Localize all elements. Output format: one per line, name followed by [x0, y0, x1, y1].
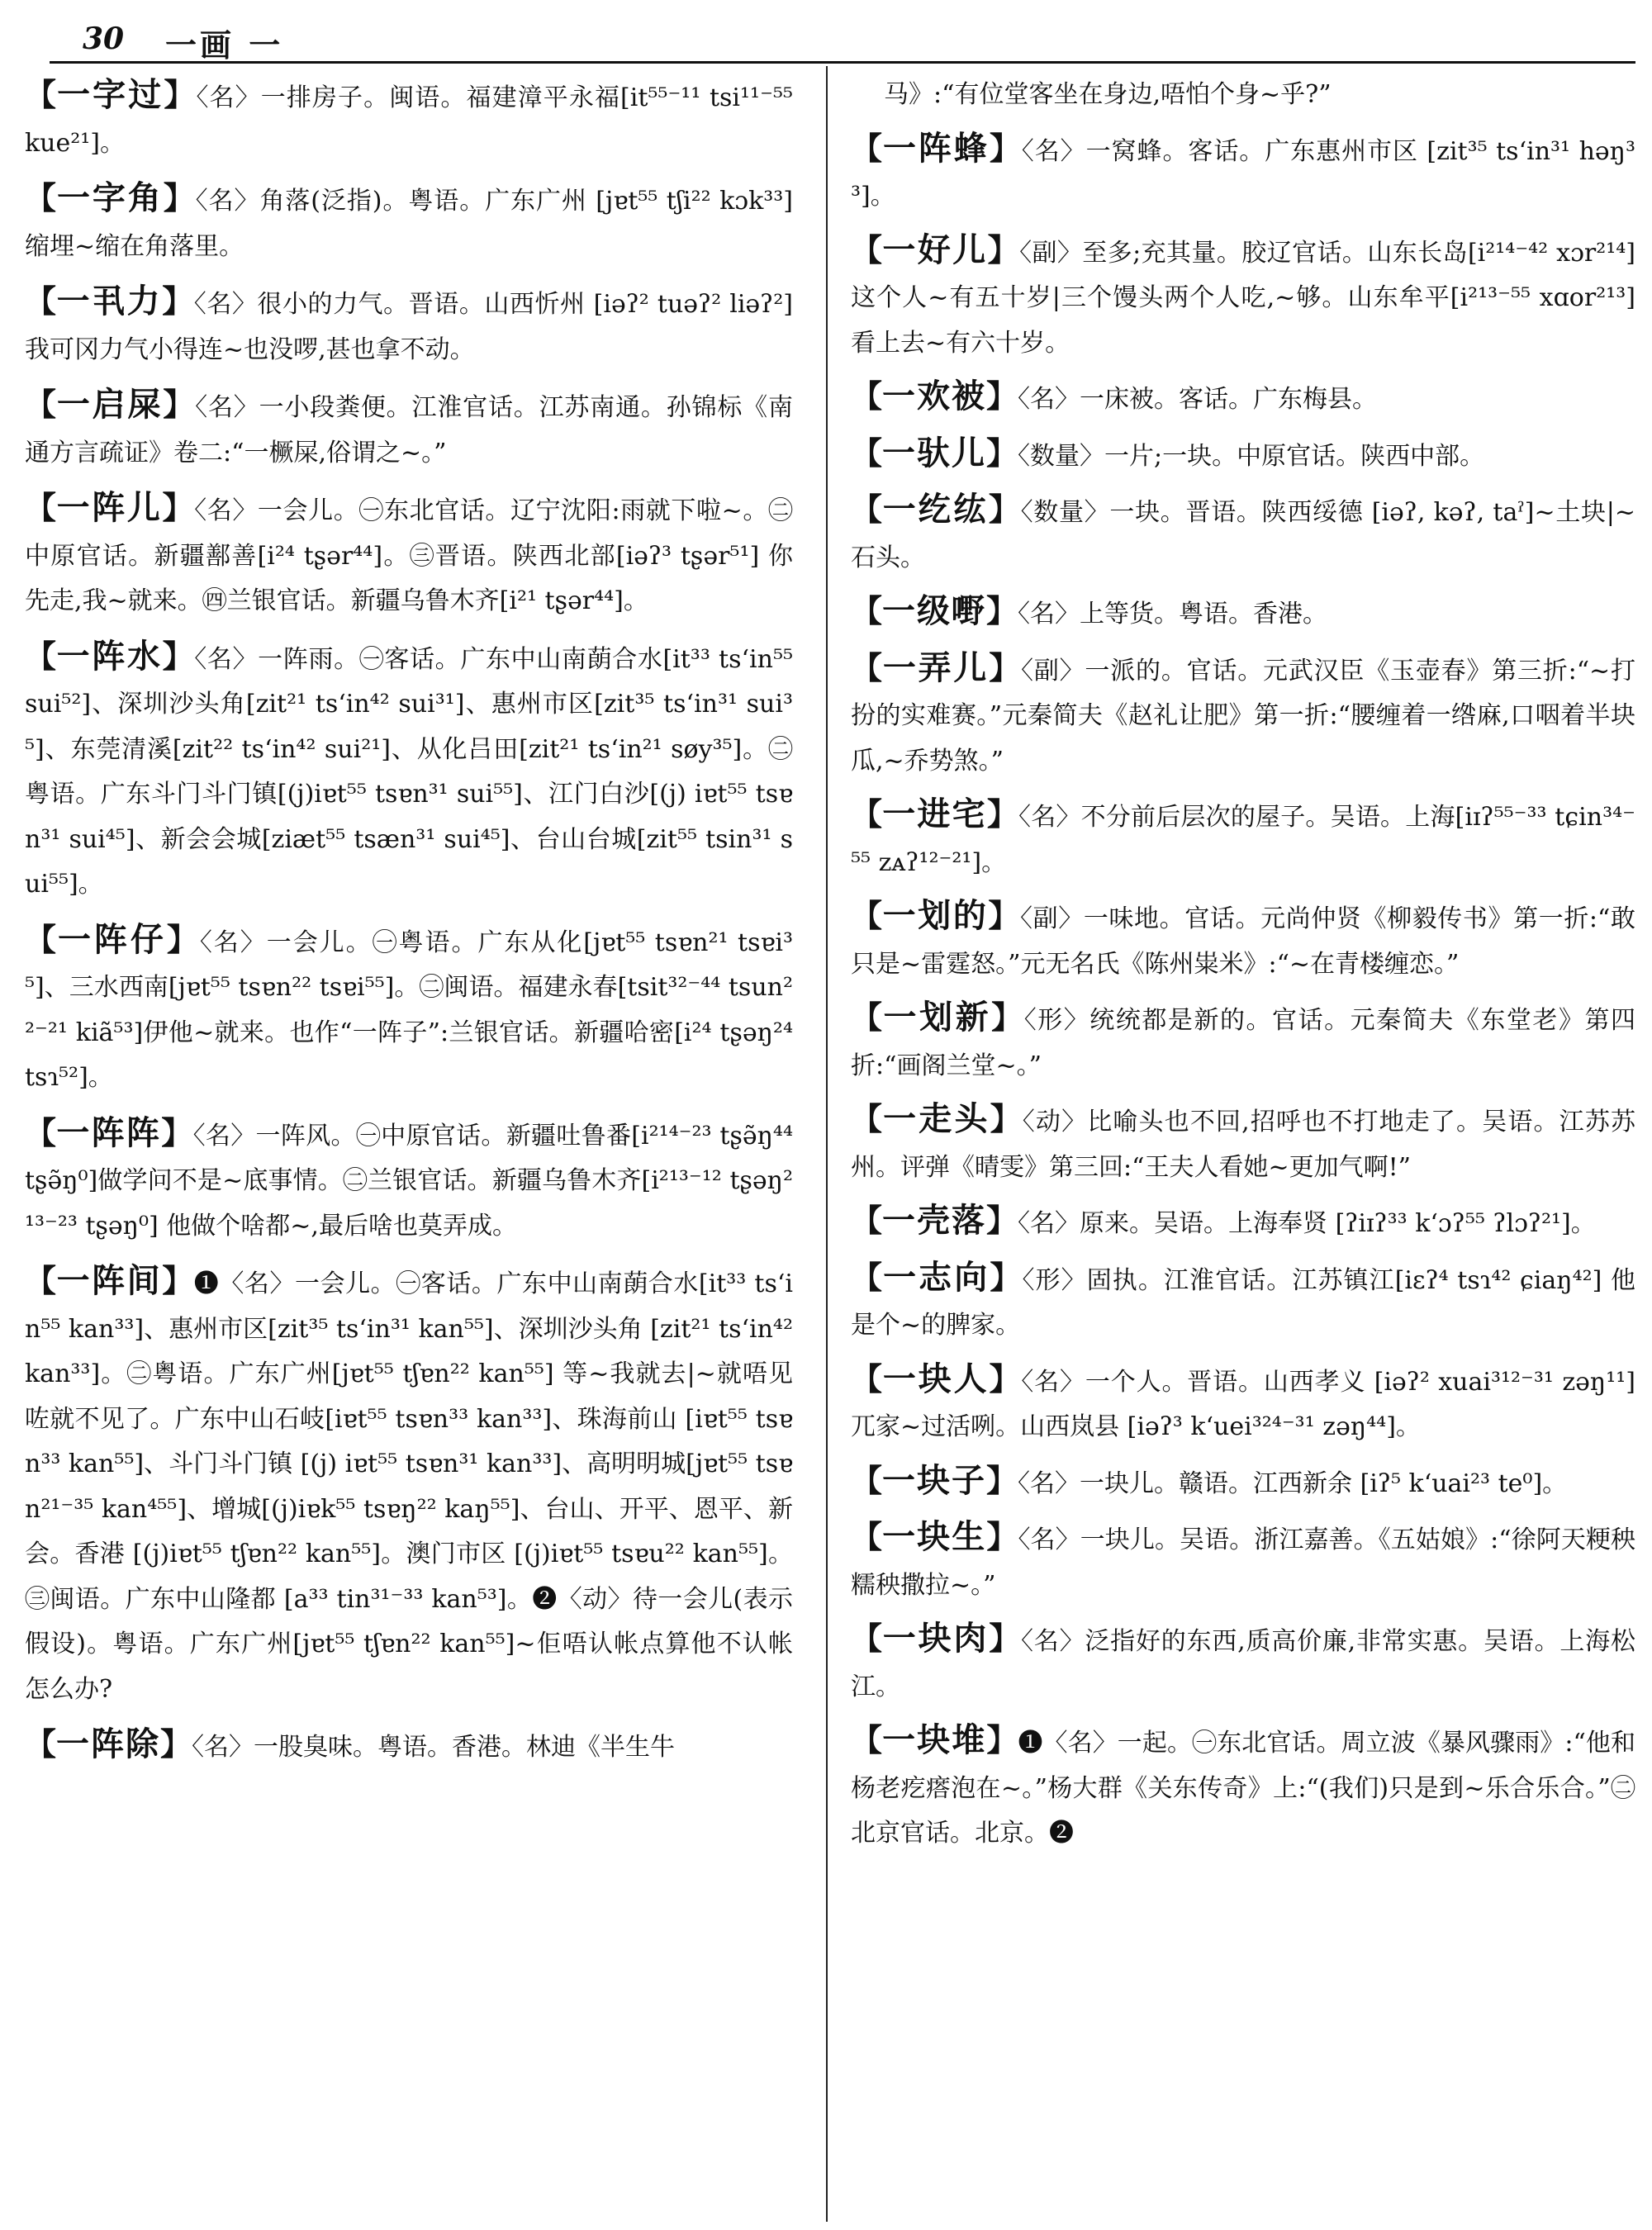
- open-bracket: 【: [851, 1258, 884, 1296]
- close-bracket: 】: [164, 76, 197, 113]
- open-bracket: 【: [25, 76, 58, 113]
- dictionary-entry: [851, 995, 1635, 1089]
- entry-definition: ❶〈名〉一起。㊀东北官话。周立波《暴风骤雨》:“他和杨老疙瘩泡在~。”杨大群《关东传奇》上:“(我们)只是到~乐合乐合。”㊁北京官话。北京。❷: [851, 1729, 1635, 1848]
- entry-headword: 一丮力: [56, 282, 163, 320]
- entry-definition: 〈名〉一块儿。吴语。浙江嘉善。《五姑娘》:“徐阿天粳秧糯秧撒拉~。”: [851, 1525, 1635, 1600]
- open-bracket: 【: [851, 129, 883, 167]
- entry-headword: 一启屎: [56, 385, 164, 424]
- page-number: 30: [83, 21, 125, 56]
- entry-definition: 〈名〉一股臭味。粤语。香港。林迪《半生牛: [192, 1733, 676, 1762]
- entry-definition: 〈名〉原来。吴语。上海奉贤 [ʔiɪʔ³³ kʻɔʔ⁵⁵ ʔlɔʔ²¹]。: [1018, 1209, 1596, 1238]
- dictionary-entry: [851, 1515, 1635, 1608]
- entry-definition: 〈名〉上等货。粤语。香港。: [1018, 600, 1328, 629]
- close-bracket: 】: [987, 230, 1020, 268]
- open-bracket: 【: [851, 1202, 883, 1239]
- open-bracket: 【: [851, 795, 883, 833]
- entry-headword: 一驮儿: [882, 433, 987, 472]
- open-bracket: 【: [851, 1461, 883, 1499]
- entry-headword: 一阵蜂: [882, 128, 990, 168]
- dictionary-entry: [851, 1357, 1635, 1450]
- dictionary-entry: [25, 279, 793, 372]
- close-bracket: 】: [986, 592, 1018, 629]
- entry-headword: 一阵除: [56, 1725, 161, 1763]
- close-bracket: 】: [161, 1113, 193, 1151]
- entry-headword: 一字角: [56, 178, 164, 217]
- entry-headword: 一块生: [882, 1517, 987, 1556]
- entry-headword: 一级嘢: [882, 591, 987, 630]
- close-bracket: 】: [988, 897, 1021, 934]
- entry-definition: ❶〈名〉一会儿。㊀客话。广东中山南蓢合水[it³³ tsʻin⁵⁵ kan³³]、惠州市区[zit³⁵ tsʻin³¹ kan⁵⁵]、深圳沙头角 [zit²¹ tsʻin⁴² kan³³]。㊁粤语。广东广州[jɐt⁵⁵ tʃɐn²² kan⁵⁵] 等~我就去|~就唔见咗就不见了。广东中山石岐[iɐt⁵⁵ tsɐn³³ kan³³]、珠海前山 [iɐt⁵⁵ tsɐn³³ kan⁵⁵]、斗门斗门镇 [(j) iɐt⁵⁵ tsɐn³¹ kan³³]、高明明城[jɐt⁵⁵ tsɐn²¹⁻³⁵ kan⁴⁵⁵]、增城[(j)iɐk⁵⁵ tsɐŋ²² kaŋ⁵⁵]、台山、开平、恩平、新会。香港 [(j)iɐt⁵⁵ tʃɐn²² kan⁵⁵]。澳门市区 [(j)iɐt⁵⁵ tsɐu²² kan⁵⁵]。㊂闽语。广东中山隆都 [a³³ tin³¹⁻³³ kan⁵³]。❷〈动〉待一会儿(表示假设)。粤语。广东广州[jɐt⁵⁵ tʃɐn²² kan⁵⁵]~佢唔认帐点算他不认帐怎么办?: [25, 1269, 793, 1704]
- close-bracket: 】: [989, 1620, 1021, 1657]
- left-column: [25, 73, 793, 1781]
- open-bracket: 【: [25, 920, 58, 958]
- open-bracket: 【: [851, 648, 883, 686]
- open-bracket: 【: [851, 1359, 883, 1397]
- column-divider: [826, 66, 828, 2222]
- entry-headword: 一好儿: [882, 230, 988, 269]
- entry-headword: 一阵儿: [56, 488, 163, 527]
- open-bracket: 【: [851, 491, 883, 528]
- dictionary-entry: [851, 431, 1635, 480]
- entry-headword: 一划新: [883, 998, 992, 1037]
- entry-headword: 一壳落: [882, 1201, 987, 1240]
- close-bracket: 】: [163, 386, 196, 423]
- entry-headword: 一进宅: [882, 795, 987, 833]
- entry-headword: 一块人: [882, 1359, 990, 1398]
- close-bracket: 】: [163, 179, 196, 216]
- dictionary-entry: [851, 589, 1635, 638]
- close-bracket: 】: [990, 1258, 1023, 1296]
- dictionary-entry: [25, 176, 793, 269]
- entry-headword: 一阵仔: [57, 919, 167, 959]
- entry-definition: 〈名〉一排房子。闽语。福建漳平永福[it⁵⁵⁻¹¹ tsi¹¹⁻⁵⁵ kue²¹]。: [25, 83, 793, 158]
- entry-definition: 〈动〉比喻头也不回,招呼也不打地走了。吴语。江苏苏州。评弹《晴雯》第三回:“王夫人看她~更加气啊!”: [851, 1108, 1635, 1182]
- dictionary-entry: [25, 382, 793, 476]
- open-bracket: 【: [851, 999, 884, 1036]
- dictionary-entry: [851, 374, 1635, 423]
- close-bracket: 】: [162, 282, 194, 320]
- open-bracket: 【: [25, 489, 57, 526]
- entry-headword: 一欢被: [882, 377, 987, 415]
- section-title: 一画 一: [165, 26, 284, 64]
- dictionary-entry: [25, 73, 793, 166]
- entry-definition: 〈名〉一小段粪便。江淮官话。江苏南通。孙锦标《南通方言疏证》卷二:“一橛屎,俗谓之~。”: [25, 393, 793, 467]
- close-bracket: 】: [989, 129, 1022, 167]
- entry-definition: 〈名〉一床被。客话。广东梅县。: [1018, 385, 1378, 414]
- entry-definition: 〈名〉一窝蜂。客话。广东惠州市区 [zit³⁵ tsʻin³¹ həŋ³³]。: [851, 136, 1635, 211]
- dictionary-entry: [851, 487, 1635, 581]
- entry-definition: 〈名〉角落(泛指)。粤语。广东广州 [jɐt⁵⁵ tʃi²² kɔk³³] 缩埋~缩在角落里。: [25, 187, 794, 261]
- close-bracket: 】: [160, 1725, 192, 1763]
- close-bracket: 】: [986, 377, 1018, 415]
- close-bracket: 】: [986, 1721, 1018, 1758]
- dictionary-entry: [25, 1722, 793, 1771]
- dictionary-entry: [851, 1459, 1635, 1507]
- close-bracket: 】: [162, 489, 195, 526]
- close-bracket: 】: [162, 637, 195, 675]
- entry-definition: 〈副〉一味地。官话。元尚仲贤《柳毅传书》第一折:“敢只是~雷霆怒。”元无名氏《陈州粜米》:“~在青楼缠恋。”: [851, 904, 1635, 979]
- open-bracket: 【: [851, 1100, 884, 1137]
- open-bracket: 【: [25, 637, 57, 675]
- dictionary-entry: [851, 646, 1635, 785]
- close-bracket: 】: [986, 1518, 1018, 1555]
- entry-definition: 〈形〉统统都是新的。官话。元秦简夫《东堂老》第四折:“画阁兰堂~。”: [851, 1006, 1635, 1080]
- dictionary-entry: [25, 486, 793, 624]
- close-bracket: 】: [989, 648, 1022, 686]
- close-bracket: 】: [986, 795, 1019, 833]
- close-bracket: 】: [162, 1262, 194, 1299]
- header-rule: [50, 61, 1635, 64]
- entry-headword: 一阵间: [56, 1261, 163, 1300]
- close-bracket: 】: [990, 1100, 1023, 1137]
- entry-definition: 〈名〉一个人。晋语。山西孝义 [iəʔ² xuai³¹²⁻³¹ zəŋ¹¹] 兀家~过活咧。山西岚县 [iəʔ³ kʻuei³²⁴⁻³¹ zəŋ⁴⁴]。: [851, 1367, 1635, 1441]
- entry-headword: 一阵水: [56, 636, 163, 676]
- entry-headword: 一志向: [883, 1257, 990, 1297]
- close-bracket: 】: [991, 999, 1024, 1036]
- entry-headword: 一弄儿: [882, 648, 990, 687]
- open-bracket: 【: [25, 1262, 57, 1299]
- dictionary-entry: [851, 1097, 1635, 1190]
- open-bracket: 【: [851, 1721, 883, 1758]
- open-bracket: 【: [851, 230, 883, 268]
- dictionary-entry: [851, 1198, 1635, 1247]
- open-bracket: 【: [25, 386, 57, 423]
- entry-definition: 〈名〉一会儿。㊀粤语。广东从化[jɐt⁵⁵ tsɐn²¹ tsɐi³⁵]、三水西南[jɐt⁵⁵ tsɐn²² tsɐi⁵⁵]。㊁闽语。福建永春[tsit³²⁻⁴⁴ tsun²²⁻²¹ kiã⁵³]伊他~就来。也作“一阵子”:兰银官话。新疆哈密[i²⁴ tʂəŋ²⁴ tsɿ⁵²]。: [25, 928, 793, 1092]
- dictionary-entry: [25, 634, 793, 908]
- entry-definition: 〈名〉一阵雨。㊀客话。广东中山南蓢合水[it³³ tsʻin⁵⁵ sui⁵²]、深圳沙头角[zit²¹ tsʻin⁴² sui³¹]、惠州市区[zit³⁵ tsʻin³¹ sui³⁵]、东莞清溪[zit²² tsʻin⁴² sui²¹]、从化吕田[zit²¹ tsʻin²¹ søy³⁵]。㊁粤语。广东斗门斗门镇[(j)iɐt⁵⁵ tsɐn³¹ sui⁵⁵]、江门白沙[(j) iɐt⁵⁵ tsɐn³¹ sui⁴⁵]、新会会城[ziæt⁵⁵ tsæn³¹ sui⁴⁵]、台山台城[zit⁵⁵ tsin³¹ sui⁵⁵]。: [25, 644, 793, 899]
- entry-definition: 〈名〉一块儿。赣语。江西新余 [iʔ⁵ kʻuai²³ te⁰]。: [1018, 1468, 1568, 1498]
- open-bracket: 【: [851, 1518, 883, 1555]
- entry-headword: 一字过: [57, 75, 164, 114]
- page-header: [74, 15, 1644, 66]
- entry-headword: 一阵阵: [56, 1113, 162, 1152]
- close-bracket: 】: [986, 1461, 1018, 1499]
- dictionary-entry: [851, 1255, 1635, 1349]
- entry-headword: 一块子: [882, 1460, 987, 1500]
- open-bracket: 【: [851, 592, 883, 629]
- dictionary-entry: [851, 894, 1635, 987]
- dictionary-entry: [851, 792, 1635, 885]
- entry-headword: 一划的: [882, 896, 989, 935]
- continuation-text: 马》:“有位堂客坐在身边,唔怕个身~乎?”: [884, 80, 1332, 109]
- dictionary-entry: [851, 228, 1635, 367]
- entry-headword: 一块堆: [882, 1720, 987, 1759]
- right-column: [851, 73, 1635, 1865]
- dictionary-entry: [851, 1718, 1635, 1857]
- entry-definition: 〈形〉固执。江淮官话。江苏镇江[iɛʔ⁴ tsɿ⁴² ɕiaŋ⁴²] 他是个~的脾家。: [851, 1265, 1635, 1340]
- entry-headword: 一块肉: [882, 1619, 990, 1658]
- open-bracket: 【: [851, 1620, 883, 1657]
- entry-definition: 〈名〉不分前后层次的屋子。吴语。上海[iɪʔ⁵⁵⁻³³ tɕin³⁴⁻⁵⁵ zᴀʔ¹²⁻²¹]。: [851, 803, 1635, 877]
- open-bracket: 【: [25, 179, 57, 216]
- entry-definition: 〈名〉泛指好的东西,质高价廉,非常实惠。吴语。上海松江。: [851, 1627, 1635, 1701]
- dictionary-entry: [851, 1616, 1635, 1710]
- entry-definition: 〈副〉一派的。官话。元武汉臣《玉壶春》第三折:“~打扮的实难赛。”元秦简夫《赵礼让肥》第一折:“腰缠着一绺麻,口咽着半块瓜,~乔势煞。”: [851, 656, 1635, 776]
- entry-definition: 〈副〉至多;充其量。胶辽官话。山东长岛[i²¹⁴⁻⁴² xɔr²¹⁴]这个人~有五十岁|三个馒头两个人吃,~够。山东牟平[i²¹³⁻⁵⁵ xɑor²¹³] 看上去~有六十岁。: [851, 238, 1635, 358]
- entry-definition: 〈数量〉一片;一块。中原官话。陕西中部。: [1018, 441, 1485, 471]
- dictionary-entry: [25, 1259, 793, 1712]
- open-bracket: 【: [25, 1725, 57, 1763]
- open-bracket: 【: [851, 434, 883, 472]
- entry-headword: 一纥纮: [882, 490, 989, 529]
- open-bracket: 【: [25, 1113, 57, 1151]
- close-bracket: 】: [986, 434, 1018, 472]
- close-bracket: 】: [986, 1202, 1018, 1239]
- close-bracket: 】: [166, 920, 200, 958]
- entry-headword: 一走头: [883, 1099, 990, 1138]
- close-bracket: 】: [988, 491, 1021, 528]
- entry-definition: 〈名〉一会儿。㊀东北官话。辽宁沈阳:雨就下啦~。㊁中原官话。新疆鄯善[i²⁴ tʂər⁴⁴]。㊂晋语。陕西北部[iəʔ³ tʂər⁵¹] 你先走,我~就来。㊃兰银官话。新疆乌鲁木齐[i²¹ tʂər⁴⁴]。: [25, 496, 794, 615]
- dictionary-entry: [25, 1111, 793, 1250]
- open-bracket: 【: [851, 377, 883, 415]
- entry-definition: 〈名〉一阵风。㊀中原官话。新疆吐鲁番[i²¹⁴⁻²³ tʂə̃ŋ⁴⁴ tʂə̃ŋ⁰]做学问不是~底事情。㊁兰银官话。新疆乌鲁木齐[i²¹³⁻¹² tʂəŋ²¹³⁻²³ tʂəŋ⁰] 他做个啥都~,最后啥也莫弄成。: [25, 1121, 793, 1241]
- entry-definition: 〈名〉很小的力气。晋语。山西忻州 [iəʔ² tuəʔ² liəʔ²] 我可冈力气小得连~也没啰,甚也拿不动。: [25, 290, 793, 364]
- open-bracket: 【: [25, 282, 57, 320]
- entry-definition: 〈数量〉一块。晋语。陕西绥德 [iəʔ, kəʔ, taˀ]~土块|~石头。: [851, 498, 1635, 572]
- dictionary-entry: [25, 918, 793, 1101]
- dictionary-entry: [851, 126, 1635, 220]
- open-bracket: 【: [851, 897, 883, 934]
- close-bracket: 】: [989, 1359, 1022, 1397]
